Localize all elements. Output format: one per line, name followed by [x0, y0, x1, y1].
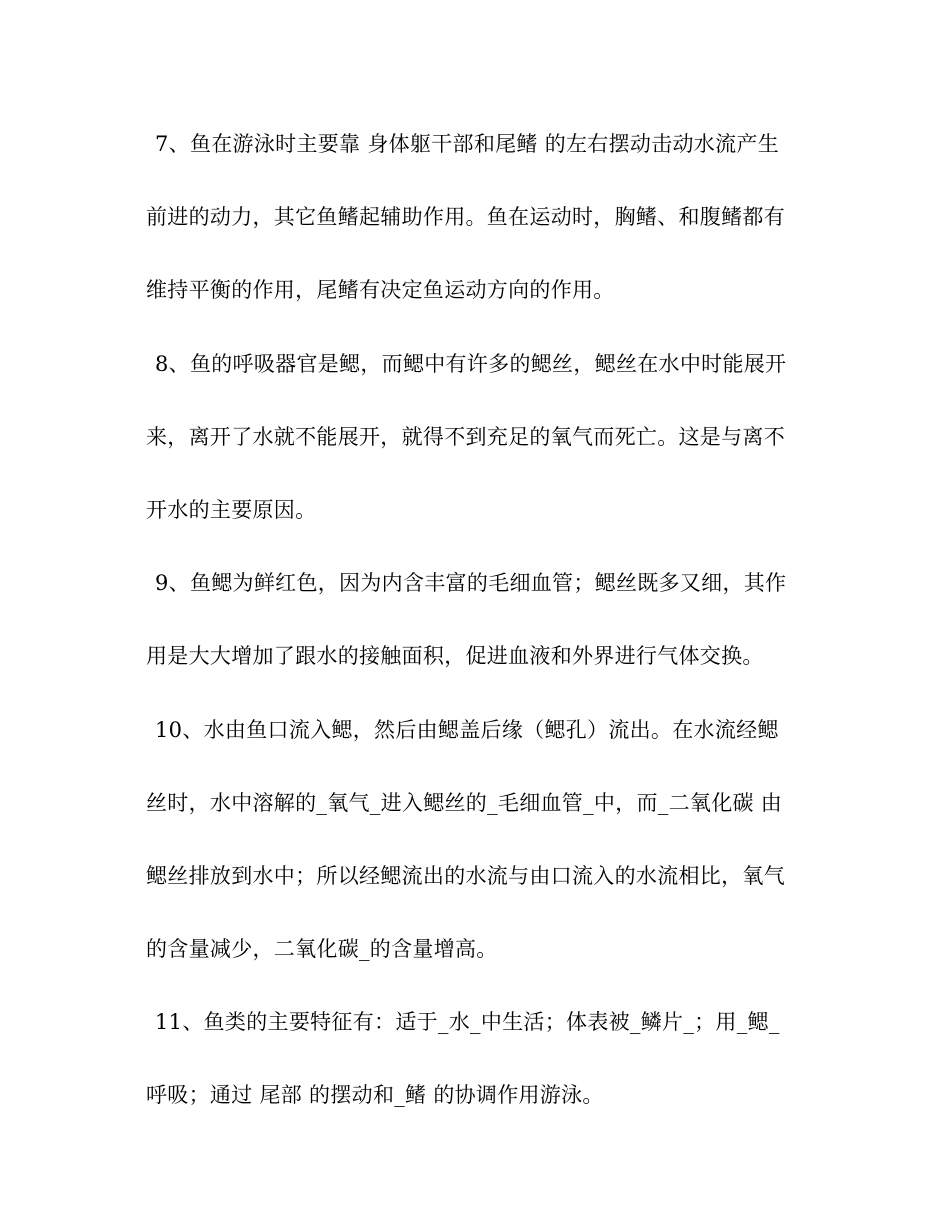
paragraph-7 — [146, 118, 802, 338]
paragraph-8 — [146, 338, 802, 558]
text-line: 来，离开了水就不能展开，就得不到充足的氧气而死亡。这是与离不 — [146, 424, 785, 449]
paragraph-10 — [146, 704, 802, 997]
document-body — [146, 118, 802, 1143]
text-line: 7、鱼在游泳时主要靠 身体躯干部和尾鳍 的左右摆动击动水流产生 — [155, 132, 780, 156]
text-line: 维持平衡的作用，尾鳍有决定鱼运动方向的作用。 — [146, 278, 615, 303]
paragraph-9 — [146, 557, 802, 703]
text-line: 呼吸；通过 尾部 的摆动和_鳍 的协调作用游泳。 — [146, 1083, 604, 1108]
text-line: 10、水由鱼口流入鳃，然后由鳃盖后缘（鳃孔）流出。在水流经鳃 — [155, 717, 779, 742]
text-line: 开水的主要原因。 — [146, 497, 317, 522]
text-line: 用是大大增加了跟水的接触面积，促进血液和外界进行气体交换。 — [146, 644, 764, 669]
text-line: 的含量减少，二氧化碳_的含量增高。 — [146, 937, 498, 962]
paragraph-11 — [146, 996, 802, 1142]
text-line: 丝时，水中溶解的_氧气_进入鳃丝的_毛细血管_中，而_二氧化碳 由 — [146, 790, 783, 815]
text-line: 9、鱼鳃为鲜红色，因为内含丰富的毛细血管；鳃丝既多又细，其作 — [155, 571, 787, 596]
text-line: 鳃丝排放到水中；所以经鳃流出的水流与由口流入的水流相比，氧气 — [146, 863, 785, 888]
text-line: 前进的动力，其它鱼鳍起辅助作用。鱼在运动时，胸鳍、和腹鳍都有 — [146, 205, 785, 230]
text-line: 8、鱼的呼吸器官是鳃，而鳃中有许多的鳃丝，鳃丝在水中时能展开 — [155, 351, 787, 376]
text-line: 11、鱼类的主要特征有：适于_水_中生活；体表被_鳞片_；用_鳃_ — [155, 1010, 780, 1035]
